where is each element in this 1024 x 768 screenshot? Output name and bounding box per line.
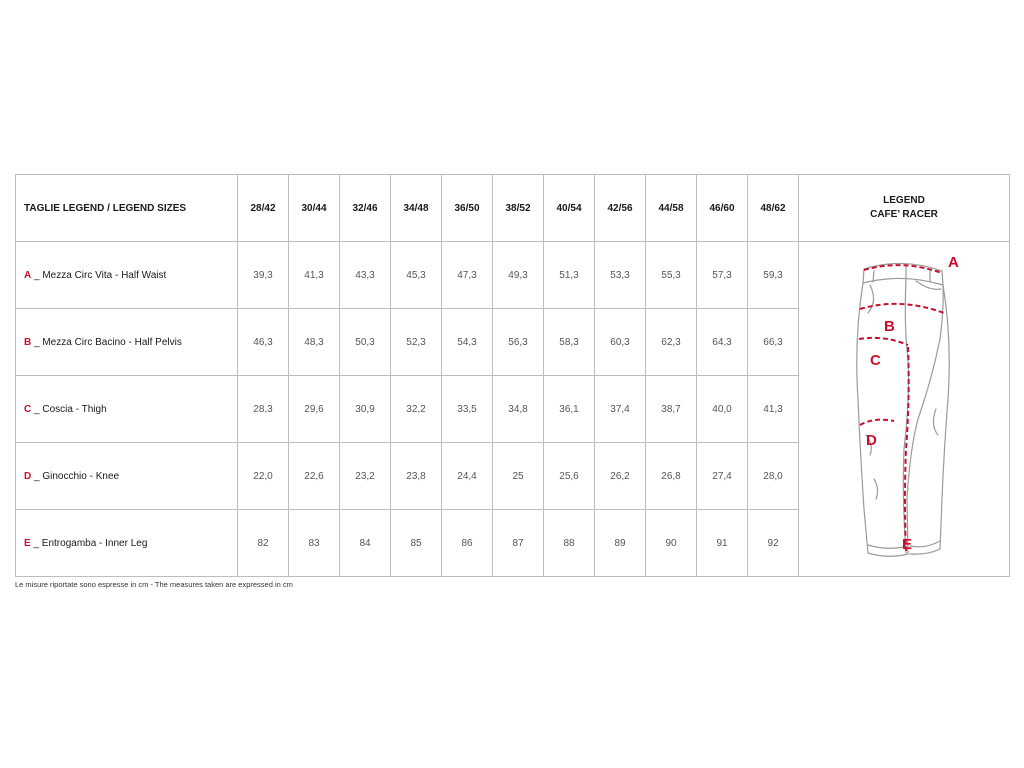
table-cell: 60,3 [595, 309, 646, 376]
size-chart-table [15, 174, 1010, 577]
table-cell: 24,4 [442, 443, 493, 510]
size-header: 30/44 [289, 175, 340, 242]
table-cell: 53,3 [595, 242, 646, 309]
legend-diagram-cell [799, 242, 1010, 577]
table-cell: 89 [595, 510, 646, 577]
row-label [16, 443, 238, 510]
diagram-marker-c: C [870, 352, 881, 369]
size-header: 40/54 [544, 175, 595, 242]
size-header: 44/58 [646, 175, 697, 242]
table-cell: 38,7 [646, 376, 697, 443]
table-cell: 41,3 [289, 242, 340, 309]
table-cell: 22,0 [238, 443, 289, 510]
legend-subtitle: CAFE’ RACER [870, 209, 938, 220]
row-label-text: _ Mezza Circ Vita - Half Waist [31, 269, 167, 281]
table-cell: 87 [493, 510, 544, 577]
table-cell: 22,6 [289, 443, 340, 510]
table-cell: 51,3 [544, 242, 595, 309]
trousers-diagram [844, 249, 964, 569]
row-label [16, 510, 238, 577]
size-header: 38/52 [493, 175, 544, 242]
row-label-text: _ Mezza Circ Bacino - Half Pelvis [31, 336, 182, 348]
trousers-outline [857, 283, 943, 556]
row-letter: A [24, 269, 32, 281]
diagram-marker-a: A [948, 254, 959, 271]
table-cell: 26,8 [646, 443, 697, 510]
row-label [16, 309, 238, 376]
legend-title: LEGEND [883, 195, 925, 206]
table-cell: 32,2 [391, 376, 442, 443]
table-cell: 49,3 [493, 242, 544, 309]
diagram-marker-d: D [866, 432, 877, 449]
size-header: 28/42 [238, 175, 289, 242]
table-cell: 62,3 [646, 309, 697, 376]
table-cell: 23,2 [340, 443, 391, 510]
table-cell: 88 [544, 510, 595, 577]
row-label-text: _ Coscia - Thigh [31, 403, 107, 415]
row-letter: C [24, 403, 32, 415]
diagram-marker-e: E [902, 536, 913, 553]
table-cell: 90 [646, 510, 697, 577]
row-letter: E [24, 537, 31, 549]
table-cell: 30,9 [340, 376, 391, 443]
table-cell: 28,0 [748, 443, 799, 510]
table-cell: 48,3 [289, 309, 340, 376]
row-label-text: _ Ginocchio - Knee [31, 470, 120, 482]
table-cell: 82 [238, 510, 289, 577]
size-header: 42/56 [595, 175, 646, 242]
table-cell: 25 [493, 443, 544, 510]
table-cell: 55,3 [646, 242, 697, 309]
table-cell: 43,3 [340, 242, 391, 309]
table-cell: 28,3 [238, 376, 289, 443]
table-cell: 84 [340, 510, 391, 577]
table-cell: 52,3 [391, 309, 442, 376]
size-header: 48/62 [748, 175, 799, 242]
table-cell: 46,3 [238, 309, 289, 376]
table-cell: 58,3 [544, 309, 595, 376]
size-header: 32/46 [340, 175, 391, 242]
thigh-measure-line [859, 338, 908, 345]
table-cell: 47,3 [442, 242, 493, 309]
row-letter: B [24, 336, 32, 348]
table-cell: 26,2 [595, 443, 646, 510]
table-cell: 91 [697, 510, 748, 577]
table-cell: 41,3 [748, 376, 799, 443]
row-letter: D [24, 470, 32, 482]
knee-measure-line [860, 420, 894, 425]
table-cell: 45,3 [391, 242, 442, 309]
table-cell: 59,3 [748, 242, 799, 309]
table-cell: 25,6 [544, 443, 595, 510]
diagram-marker-b: B [884, 318, 895, 335]
row-label [16, 242, 238, 309]
table-row [16, 242, 1010, 309]
size-header: 46/60 [697, 175, 748, 242]
legend-header [799, 175, 1010, 242]
size-header: 34/48 [391, 175, 442, 242]
measurement-note: Le misure riportate sono espresse in cm - The measures taken are expressed in cm [15, 580, 293, 589]
table-cell: 85 [391, 510, 442, 577]
table-cell: 50,3 [340, 309, 391, 376]
table-cell: 56,3 [493, 309, 544, 376]
table-cell: 64,3 [697, 309, 748, 376]
table-cell: 39,3 [238, 242, 289, 309]
table-cell: 83 [289, 510, 340, 577]
table-cell: 33,5 [442, 376, 493, 443]
size-header: 36/50 [442, 175, 493, 242]
table-cell: 29,6 [289, 376, 340, 443]
row-label [16, 376, 238, 443]
header-row [16, 175, 1010, 242]
row-label-text: _ Entrogamba - Inner Leg [30, 537, 148, 549]
sizes-header-label: TAGLIE LEGEND / LEGEND SIZES [16, 175, 238, 242]
table-cell: 92 [748, 510, 799, 577]
table-cell: 86 [442, 510, 493, 577]
table-cell: 37,4 [595, 376, 646, 443]
table-cell: 66,3 [748, 309, 799, 376]
table-cell: 57,3 [697, 242, 748, 309]
table-cell: 23,8 [391, 443, 442, 510]
table-cell: 27,4 [697, 443, 748, 510]
table-cell: 36,1 [544, 376, 595, 443]
trousers-pocket [868, 281, 941, 313]
table-cell: 54,3 [442, 309, 493, 376]
table-cell: 40,0 [697, 376, 748, 443]
table-cell: 34,8 [493, 376, 544, 443]
